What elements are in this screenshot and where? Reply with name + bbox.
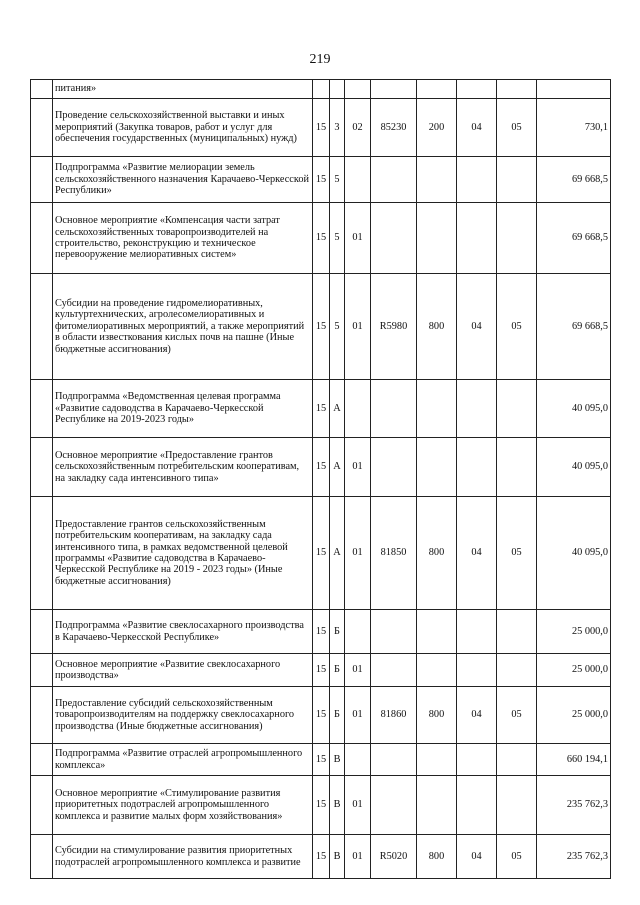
expense-type-cell bbox=[417, 203, 457, 274]
expense-type-cell bbox=[417, 776, 457, 835]
direction-code-cell: R5020 bbox=[371, 835, 417, 879]
amount-cell bbox=[537, 80, 611, 99]
event-code-cell: 01 bbox=[345, 274, 371, 380]
direction-code-cell: 81860 bbox=[371, 687, 417, 744]
subprogram-code-cell: Б bbox=[330, 687, 345, 744]
amount-cell: 40 095,0 bbox=[537, 497, 611, 610]
table-row bbox=[31, 438, 611, 497]
row-margin-cell bbox=[31, 380, 53, 438]
ministry-code-cell: 15 bbox=[313, 99, 330, 157]
subsection-code-cell bbox=[497, 654, 537, 687]
direction-code-cell bbox=[371, 438, 417, 497]
subsection-code-cell bbox=[497, 157, 537, 203]
row-margin-cell bbox=[31, 438, 53, 497]
ministry-code-cell: 15 bbox=[313, 835, 330, 879]
program-name-cell: Подпрограмма «Развитие свеклосахарного производства в Карачаево-Черкесской Республике» bbox=[53, 610, 313, 654]
row-margin-cell bbox=[31, 157, 53, 203]
subprogram-code-cell: В bbox=[330, 835, 345, 879]
subprogram-code-cell: В bbox=[330, 776, 345, 835]
program-name-cell: Основное мероприятие «Стимулирование развития приоритетных подотраслей агропромышленного комплекса и развитие малых форм хозяйствования» bbox=[53, 776, 313, 835]
ministry-code-cell: 15 bbox=[313, 497, 330, 610]
section-code-cell bbox=[457, 438, 497, 497]
row-margin-cell bbox=[31, 80, 53, 99]
table-row bbox=[31, 380, 611, 438]
expense-type-cell bbox=[417, 654, 457, 687]
event-code-cell bbox=[345, 157, 371, 203]
table-row bbox=[31, 157, 611, 203]
amount-cell: 235 762,3 bbox=[537, 835, 611, 879]
row-margin-cell bbox=[31, 497, 53, 610]
subsection-code-cell: 05 bbox=[497, 99, 537, 157]
event-code-cell: 01 bbox=[345, 497, 371, 610]
program-name-cell: Предоставление грантов сельскохозяйственным потребительским кооперативам, на закладку сада интенсивного типа, в рамках ведомственной целевой программы «Развитие садоводства в Карачаево-Черкесской Республике на 2019 - 2023 годы» (Иные бюджетные ассигнования) bbox=[53, 497, 313, 610]
program-name-cell: Основное мероприятие «Развитие свеклосахарного производства» bbox=[53, 654, 313, 687]
amount-cell: 40 095,0 bbox=[537, 380, 611, 438]
event-code-cell bbox=[345, 380, 371, 438]
direction-code-cell: 81850 bbox=[371, 497, 417, 610]
event-code-cell bbox=[345, 610, 371, 654]
amount-cell: 69 668,5 bbox=[537, 274, 611, 380]
table-row bbox=[31, 497, 611, 610]
table-body bbox=[31, 80, 611, 879]
ministry-code-cell: 15 bbox=[313, 610, 330, 654]
expense-type-cell: 800 bbox=[417, 274, 457, 380]
program-name-cell: Предоставление субсидий сельскохозяйственным товаропроизводителям на поддержку свеклосахарного производства (Иные бюджетные ассигнования) bbox=[53, 687, 313, 744]
event-code-cell bbox=[345, 744, 371, 776]
subprogram-code-cell: А bbox=[330, 497, 345, 610]
subsection-code-cell: 05 bbox=[497, 687, 537, 744]
section-code-cell: 04 bbox=[457, 687, 497, 744]
event-code-cell: 01 bbox=[345, 835, 371, 879]
program-name-cell: Проведение сельскохозяйственной выставки и иных мероприятий (Закупка товаров, работ и услуг для обеспечения государственных (муниципальных) нужд) bbox=[53, 99, 313, 157]
row-margin-cell bbox=[31, 610, 53, 654]
amount-cell: 730,1 bbox=[537, 99, 611, 157]
direction-code-cell bbox=[371, 776, 417, 835]
table-row bbox=[31, 744, 611, 776]
subprogram-code-cell: Б bbox=[330, 654, 345, 687]
row-margin-cell bbox=[31, 203, 53, 274]
event-code-cell: 01 bbox=[345, 203, 371, 274]
subsection-code-cell: 05 bbox=[497, 835, 537, 879]
subsection-code-cell bbox=[497, 203, 537, 274]
direction-code-cell: 85230 bbox=[371, 99, 417, 157]
event-code-cell: 02 bbox=[345, 99, 371, 157]
amount-cell: 40 095,0 bbox=[537, 438, 611, 497]
table-row bbox=[31, 654, 611, 687]
program-name-cell: Подпрограмма «Ведомственная целевая программа «Развитие садоводства в Карачаево-Черкесской Республике на 2019-2023 годы» bbox=[53, 380, 313, 438]
amount-cell: 25 000,0 bbox=[537, 610, 611, 654]
budget-table bbox=[30, 79, 611, 879]
amount-cell: 25 000,0 bbox=[537, 687, 611, 744]
ministry-code-cell: 15 bbox=[313, 203, 330, 274]
ministry-code-cell: 15 bbox=[313, 687, 330, 744]
direction-code-cell: R5980 bbox=[371, 274, 417, 380]
amount-cell: 25 000,0 bbox=[537, 654, 611, 687]
section-code-cell bbox=[457, 744, 497, 776]
subprogram-code-cell: 5 bbox=[330, 274, 345, 380]
row-margin-cell bbox=[31, 776, 53, 835]
subprogram-code-cell: 5 bbox=[330, 157, 345, 203]
ministry-code-cell: 15 bbox=[313, 157, 330, 203]
subsection-code-cell bbox=[497, 380, 537, 438]
table-row bbox=[31, 99, 611, 157]
section-code-cell: 04 bbox=[457, 274, 497, 380]
subsection-code-cell bbox=[497, 744, 537, 776]
direction-code-cell bbox=[371, 157, 417, 203]
program-name-cell: Основное мероприятие «Компенсация части затрат сельскохозяйственных товаропроизводителей на строительство, реконструкцию и техническое перевооружение мелиоративных систем» bbox=[53, 203, 313, 274]
subprogram-code-cell bbox=[330, 80, 345, 99]
program-name-cell: Подпрограмма «Развитие отраслей агропромышленного комплекса» bbox=[53, 744, 313, 776]
subprogram-code-cell: Б bbox=[330, 610, 345, 654]
subsection-code-cell bbox=[497, 776, 537, 835]
direction-code-cell bbox=[371, 80, 417, 99]
row-margin-cell bbox=[31, 274, 53, 380]
expense-type-cell: 800 bbox=[417, 497, 457, 610]
section-code-cell bbox=[457, 203, 497, 274]
row-margin-cell bbox=[31, 99, 53, 157]
subsection-code-cell bbox=[497, 438, 537, 497]
table-row bbox=[31, 610, 611, 654]
expense-type-cell bbox=[417, 380, 457, 438]
row-margin-cell bbox=[31, 687, 53, 744]
subprogram-code-cell: В bbox=[330, 744, 345, 776]
section-code-cell bbox=[457, 80, 497, 99]
section-code-cell bbox=[457, 157, 497, 203]
amount-cell: 69 668,5 bbox=[537, 203, 611, 274]
ministry-code-cell: 15 bbox=[313, 744, 330, 776]
direction-code-cell bbox=[371, 744, 417, 776]
event-code-cell bbox=[345, 80, 371, 99]
subsection-code-cell bbox=[497, 610, 537, 654]
expense-type-cell bbox=[417, 744, 457, 776]
table-row bbox=[31, 80, 611, 99]
expense-type-cell: 200 bbox=[417, 99, 457, 157]
expense-type-cell: 800 bbox=[417, 687, 457, 744]
program-name-cell: Основное мероприятие «Предоставление грантов сельскохозяйственным потребительским кооперативам, на закладку сада интенсивного типа» bbox=[53, 438, 313, 497]
page-number: 219 bbox=[309, 52, 331, 67]
table-row bbox=[31, 203, 611, 274]
section-code-cell bbox=[457, 654, 497, 687]
direction-code-cell bbox=[371, 203, 417, 274]
amount-cell: 235 762,3 bbox=[537, 776, 611, 835]
event-code-cell: 01 bbox=[345, 438, 371, 497]
expense-type-cell bbox=[417, 610, 457, 654]
direction-code-cell bbox=[371, 654, 417, 687]
expense-type-cell: 800 bbox=[417, 835, 457, 879]
direction-code-cell bbox=[371, 380, 417, 438]
subsection-code-cell bbox=[497, 80, 537, 99]
program-name-cell: Подпрограмма «Развитие мелиорации земель сельскохозяйственного назначения Карачаево-Черкесской Республики» bbox=[53, 157, 313, 203]
table-row bbox=[31, 687, 611, 744]
table-row bbox=[31, 835, 611, 879]
section-code-cell bbox=[457, 380, 497, 438]
event-code-cell: 01 bbox=[345, 654, 371, 687]
row-margin-cell bbox=[31, 744, 53, 776]
ministry-code-cell: 15 bbox=[313, 776, 330, 835]
table-row bbox=[31, 776, 611, 835]
section-code-cell: 04 bbox=[457, 99, 497, 157]
ministry-code-cell bbox=[313, 80, 330, 99]
program-name-cell: Субсидии на проведение гидромелиоративных, культуртехнических, агролесомелиоративных и фитомелиоративных мероприятий, а также мероприятий в области известкования кислых почв на пашне (Иные бюджетные ассигнования) bbox=[53, 274, 313, 380]
section-code-cell bbox=[457, 610, 497, 654]
subprogram-code-cell: 5 bbox=[330, 203, 345, 274]
ministry-code-cell: 15 bbox=[313, 274, 330, 380]
table-row bbox=[31, 274, 611, 380]
section-code-cell: 04 bbox=[457, 835, 497, 879]
program-name-cell: питания» bbox=[53, 80, 313, 99]
expense-type-cell bbox=[417, 157, 457, 203]
subprogram-code-cell: А bbox=[330, 380, 345, 438]
ministry-code-cell: 15 bbox=[313, 380, 330, 438]
expense-type-cell bbox=[417, 438, 457, 497]
subsection-code-cell: 05 bbox=[497, 274, 537, 380]
expense-type-cell bbox=[417, 80, 457, 99]
row-margin-cell bbox=[31, 654, 53, 687]
subsection-code-cell: 05 bbox=[497, 497, 537, 610]
section-code-cell bbox=[457, 776, 497, 835]
event-code-cell: 01 bbox=[345, 687, 371, 744]
direction-code-cell bbox=[371, 610, 417, 654]
program-name-cell: Субсидии на стимулирование развития приоритетных подотраслей агропромышленного комплекса и развитие bbox=[53, 835, 313, 879]
ministry-code-cell: 15 bbox=[313, 654, 330, 687]
section-code-cell: 04 bbox=[457, 497, 497, 610]
amount-cell: 69 668,5 bbox=[537, 157, 611, 203]
ministry-code-cell: 15 bbox=[313, 438, 330, 497]
row-margin-cell bbox=[31, 835, 53, 879]
subprogram-code-cell: 3 bbox=[330, 99, 345, 157]
subprogram-code-cell: А bbox=[330, 438, 345, 497]
amount-cell: 660 194,1 bbox=[537, 744, 611, 776]
event-code-cell: 01 bbox=[345, 776, 371, 835]
